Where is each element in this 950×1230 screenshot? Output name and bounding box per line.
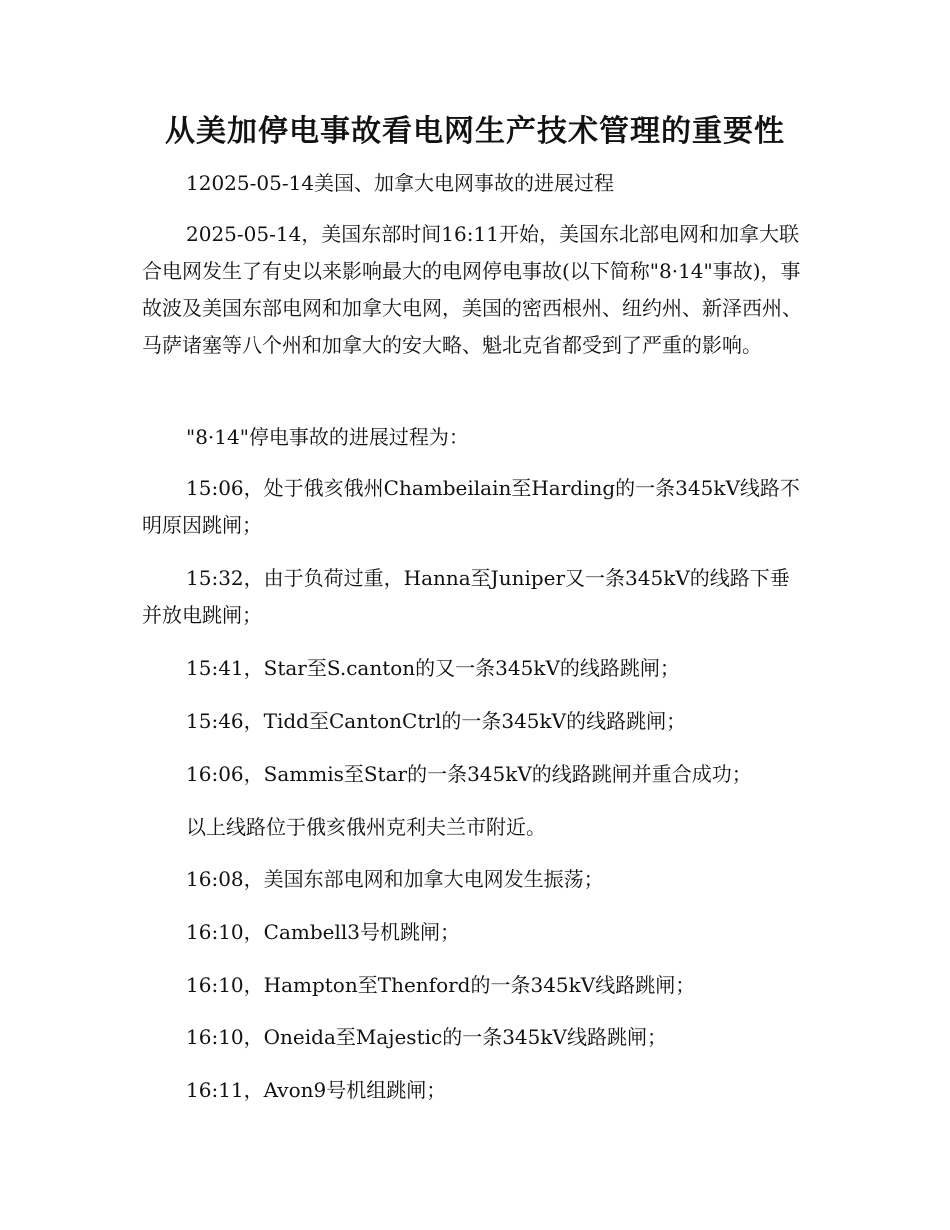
event-line-1610-a: 16:10，Cambell3号机跳闸； <box>186 920 460 944</box>
section-heading: 12025-05-14美国、加拿大电网事故的进展过程 <box>186 171 615 195</box>
process-intro-line: "8·14"停电事故的进展过程为： <box>186 425 469 449</box>
event-line-1606: 16:06，Sammis至Star的一条345kV的线路跳闸并重合成功； <box>186 762 752 786</box>
event-line-1611: 16:11，Avon9号机组跳闸； <box>186 1078 447 1102</box>
location-note-line: 以上线路位于俄亥俄州克利夫兰市附近。 <box>186 815 546 839</box>
document-title: 从美加停电事故看电网生产技术管理的重要性 <box>165 114 785 149</box>
event-line-1610-b: 16:10，Hampton至Thenford的一条345kV线路跳闸； <box>186 973 696 997</box>
event-line-1608: 16:08，美国东部电网和加拿大电网发生振荡； <box>186 867 604 891</box>
event-line-1506: 15:06，处于俄亥俄州Chambeilain至Harding的一条345kV线路不明原因跳闸； <box>142 476 800 537</box>
intro-paragraph: 2025-05-14，美国东部时间16:11开始，美国东北部电网和加拿大联合电网发生了有史以来影响最大的电网停电事故(以下简称"8·14"事故)，事故波及美国东部电网和加拿大电网，美国的密西根州、纽约州、新泽西州、马萨诸塞等八个州和加拿大的安大略、魁北克省都受到了严重的影响。 <box>142 222 802 357</box>
event-line-1610-c: 16:10，Oneida至Majestic的一条345kV线路跳闸； <box>186 1025 667 1049</box>
event-line-1546: 15:46，Tidd至CantonCtrl的一条345kV的线路跳闸； <box>186 709 687 733</box>
event-line-1541: 15:41，Star至S.canton的又一条345kV的线路跳闸； <box>186 656 680 680</box>
event-line-1532: 15:32，由于负荷过重，Hanna至Juniper又一条345kV的线路下垂并放电跳闸； <box>142 566 790 627</box>
